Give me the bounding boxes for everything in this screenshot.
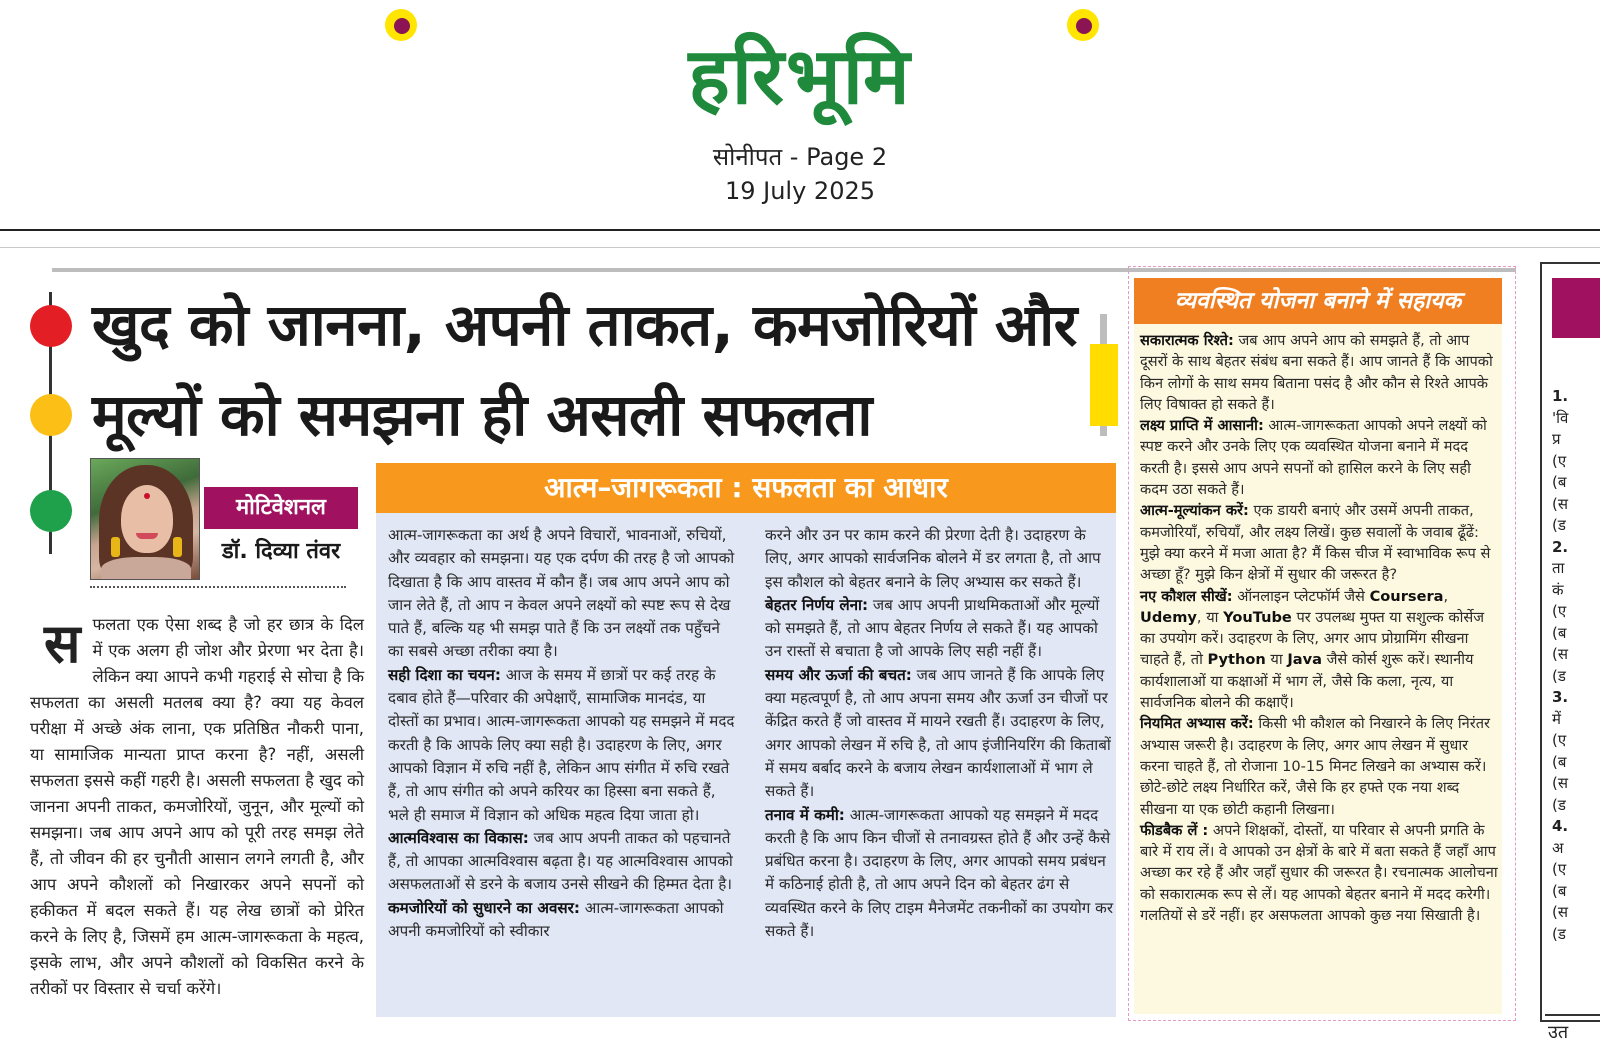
english-term: Java (1287, 651, 1322, 669)
author-dotted-rule (90, 586, 346, 588)
green-dot-icon (30, 490, 72, 532)
article-intro (30, 612, 364, 1002)
quiz-line: (स (1552, 645, 1568, 663)
headline-accent-bar (1090, 344, 1118, 426)
paragraph-text: जब आप जानते हैं कि आपके लिए क्या महत्वपूर्ण है, तो आप अपना समय और ऊर्जा उन चीजों पर केंद्रित करते हैं जो वास्तव में मायने रखती हैं। उदाहरण के लिए, अगर आपको लेखन में रुचि है, तो आप इंजीनियरिंग की किताबों में समय बर्बाद करने के बजाय लेखन कार्यशालाओं में भाग ले सकते हैं। (765, 665, 1111, 801)
red-dot-icon (30, 305, 72, 347)
quiz-line: (ड (1552, 516, 1566, 534)
paragraph (388, 827, 740, 897)
paragraph-heading: सकारात्मक रिश्ते: (1140, 332, 1234, 349)
paragraph (388, 524, 740, 664)
paragraph (1140, 500, 1498, 585)
quiz-line: (ब (1552, 473, 1567, 491)
quiz-footer: उत (1548, 1022, 1569, 1043)
paragraph-text: आज के समय में छात्रों पर कई तरह के दबाव होते हैं—परिवार की अपेक्षाएँ, सामाजिक मानदंड, या दोस्तों का प्रभाव। आत्म-जागरूकता आपको यह समझने में मदद करती है कि आपके लिए क्या सही है। उदाहरण के लिए, अगर आपको विज्ञान में रुचि नहीं है, लेकिन आप संगीत में रुचि रखते हैं, तो आप संगीत को अपने करियर का हिस्सा बना सकते हैं, भले ही समाज में विज्ञान को अधिक महत्व दिया जाता हो। (388, 665, 735, 824)
center-box-title: आत्म–जागरूकता : सफलता का आधार (544, 471, 948, 504)
quiz-line: (ड (1552, 924, 1566, 943)
quiz-line: 1. (1552, 387, 1569, 405)
paragraph-heading: समय और ऊर्जा की बचत: (765, 665, 912, 684)
paragraph-heading: बेहतर निर्णय लेना: (765, 595, 869, 614)
paragraph (388, 897, 740, 944)
quiz-box-header (1552, 278, 1600, 338)
quiz-line: (ड (1552, 795, 1566, 814)
paragraph (1140, 713, 1498, 819)
paragraph-text: अपने शिक्षकों, दोस्तों, या परिवार से अपनी प्रगति के बारे में राय लें। वे आपको उन क्षेत्रों के बारे में बता सकते हैं जहाँ आप अच्छा कर रहे हैं और जहाँ सुधार की जरूरत है। रचनात्मक आलोचना को सकारात्मक रूप से लें। यह आपको बेहतर बनाने में मदद करेगी। गलतियों से डरें नहीं। हर असफलता आपको कुछ नया सिखाती है। (1140, 821, 1498, 925)
quiz-line: 2. (1552, 537, 1569, 556)
quiz-line: (ड (1552, 666, 1566, 685)
quiz-line: (ब (1552, 623, 1567, 642)
english-term: Python (1207, 651, 1266, 669)
right-box-text (1140, 330, 1498, 926)
paragraph-text: जब आप अपनी ताकत को पहचानते हैं, तो आपका आत्मविश्वास बढ़ता है। यह आत्मविश्वास आपको असफलताओं से डरने के बजाय उनसे सीखने की हिम्मत देता है। (388, 828, 733, 894)
paragraph-text: आत्म-जागरूकता आपको यह समझने में मदद करती है कि आप किन चीजों से तनावग्रस्त होते हैं और उन्हें कैसे प्रबंधित करना है। उदाहरण के लिए, अगर आपको समय प्रबंधन में कठिनाई होती है, तो आप अपने दिन को बेहतर ढंग से व्यवस्थित करने के लिए टाइम मैनेजमेंट तकनीकों का उपयोग कर सकते हैं। (765, 805, 1114, 941)
quiz-line: (ब (1552, 881, 1567, 900)
photo-bindi (144, 493, 150, 499)
page-divider (0, 247, 1600, 248)
earring-icon (111, 537, 120, 557)
quiz-divider (1545, 1014, 1600, 1016)
paragraph-text: करने और उन पर काम करने की प्रेरणा देती है। उदाहरण के लिए, अगर आपको सार्वजनिक बोलने में डर लगता है, तो आप इस कौशल को बेहतर बनाने के लिए अभ्यास कर सकते हैं। (765, 526, 1101, 591)
quiz-line: ता (1552, 559, 1565, 577)
photo-body (101, 557, 191, 580)
quiz-line: 3. (1552, 688, 1569, 706)
paragraph-text: आत्म-जागरूकता आपको अपनी कमजोरियों को स्वीकार (388, 898, 724, 941)
quiz-line: (स (1552, 903, 1568, 921)
masthead-divider (0, 229, 1600, 231)
paragraph-text: एक डायरी बनाएं और उसमें अपनी ताकत, कमजोरियाँ, रुचियाँ, और लक्ष्य लिखें। कुछ सवालों के जवाब ढूँढें: मुझे क्या करने में मजा आता है? मैं किस चीज में स्वाभाविक रूप से अच्छा हूँ? मुझे किन क्षेत्रों में सुधार की जरूरत है? (1140, 502, 1491, 584)
center-column-1 (388, 524, 740, 943)
paragraph-heading: तनाव में कमी: (765, 805, 845, 824)
quiz-box-text (1552, 386, 1600, 945)
paragraph (765, 524, 1117, 594)
paragraph (1140, 415, 1498, 500)
paragraph (388, 664, 740, 827)
paragraph-text: जब आप अपने आप को समझते हैं, तो आप दूसरों के साथ बेहतर संबंध बना सकते हैं। आप जानते हैं कि आपको किन लोगों के साथ समय बिताना पसंद है और कौन से रिश्ते आपके लिए विषाक्त हो सकते हैं। (1140, 332, 1493, 413)
author-photo (90, 458, 200, 580)
paragraph-heading: सही दिशा का चयन: (388, 665, 501, 684)
paragraph (1140, 586, 1498, 714)
photo-lips (136, 533, 158, 539)
english-term: Udemy (1140, 608, 1197, 626)
paragraph (765, 594, 1117, 664)
right-box-title: व्यवस्थित योजना बनाने में सहायक (1174, 288, 1462, 314)
paragraph-heading: नए कौशल सीखें: (1140, 587, 1233, 605)
author-name: डॉ. दिव्या तंवर (221, 539, 341, 564)
yellow-dot-icon (30, 394, 72, 436)
article-headline: खुद को जानना, अपनी ताकत, कमजोरियों और मूल्यों को समझना ही असली सफलता (92, 291, 1077, 449)
paragraph-text: आत्म-जागरूकता आपको अपने लक्ष्यों को स्पष्ट करने और उनके लिए एक व्यवस्थित योजना बनाने में मदद करती है। इससे आप अपने सपनों को हासिल करने के लिए सही कदम उठा सकते हैं। (1140, 417, 1487, 499)
paragraph-text: जब आप अपनी प्राथमिकताओं और मूल्यों को समझते हैं, तो आप बेहतर निर्णय ले सकते हैं। यह आपको उन रास्तों से बचाता है जो आपके लिए सही नहीं हैं। (765, 595, 1100, 661)
paragraph-heading: नियमित अभ्यास करें: (1140, 715, 1254, 733)
newspaper-logo: हरिभूमि (688, 32, 912, 122)
english-term: Coursera (1369, 587, 1444, 605)
earring-icon (173, 537, 182, 557)
right-box-header (1134, 278, 1502, 324)
column-tag: मोटिवेशनल (204, 487, 358, 529)
drop-cap: स (44, 612, 81, 675)
english-term: YouTube (1223, 608, 1292, 626)
paragraph (765, 664, 1117, 804)
edition-label: सोनीपत - Page 2 (712, 143, 888, 171)
masthead (0, 0, 1600, 228)
quiz-line: (ए (1552, 860, 1567, 878)
quiz-line: अ (1552, 838, 1564, 857)
quiz-line: (ए (1552, 451, 1567, 470)
paragraph-text: किसी भी कौशल को निखारने के लिए निरंतर अभ्यास जरूरी है। उदाहरण के लिए, अगर आप लेखन में सुधार करना चाहते हैं, तो रोजाना 10-15 मिनट लिखने का अभ्यास करें। छोटे-छोटे लक्ष्य निर्धारित करें, जैसे कि हर हफ्ते एक नया शब्द सीखना या एक छोटी कहानी लिखना। (1140, 715, 1491, 818)
paragraph (765, 804, 1117, 944)
paragraph-text: आत्म-जागरूकता का अर्थ है अपने विचारों, भावनाओं, रुचियों, और व्यवहार को समझना। यह एक दर्पण की तरह है जो आपको दिखाता है कि आप वास्तव में कौन हैं। जब आप अपने आप को जान लेते हैं, तो आप न केवल अपने लक्ष्यों को स्पष्ट रूप से देख पाते हैं, बल्कि यह भी समझ पाते हैं कि उन लक्ष्यों तक पहुँचने का सबसे अच्छा तरीका क्या है। (388, 526, 735, 661)
bullet-eye-icon (385, 9, 417, 41)
edition-date: 19 July 2025 (724, 177, 876, 205)
paragraph (1140, 330, 1498, 415)
paragraph-heading: आत्म-मूल्यांकन करें: (1140, 502, 1249, 520)
quiz-line: 4. (1552, 817, 1569, 835)
paragraph-heading: फीडबैक लें : (1140, 821, 1209, 839)
paragraph-heading: कमजोरियों को सुधारने का अवसर: (388, 898, 580, 917)
quiz-line: कं (1552, 580, 1564, 599)
paragraph-heading: लक्ष्य प्राप्ति में आसानी: (1140, 417, 1264, 435)
quiz-line: 'वि (1552, 408, 1569, 427)
quiz-line: प्र (1552, 430, 1561, 448)
center-box-header (376, 463, 1116, 513)
quiz-line: (स (1552, 774, 1568, 792)
paragraph (1140, 820, 1498, 926)
quiz-line: (ए (1552, 731, 1567, 749)
intro-text: फलता एक ऐसा शब्द है जो हर छात्र के दिल में एक अलग ही जोश और प्रेरणा भर देता है। लेकिन क्या आपने कभी गहराई से सोचा है कि सफलता का असली मतलब क्या है? क्या यह केवल परीक्षा में अच्छे अंक लाना, एक प्रतिष्ठित नौकरी पाना, या सामाजिक मान्यता प्राप्त करना है? नहीं, असली सफलता इससे कहीं गहरी है। असली सफलता है खुद को जानना अपनी ताकत, कमजोरियों, जुनून, और मूल्यों को समझना। जब आप अपने आप को पूरी तरह समझ लेते हैं, तो जीवन की हर चुनौती आसान लगने लगती है, और आप अपने कौशलों को निखारकर अपने सपनों को हकीकत में बदल सकते हैं। यह लेख छात्रों को प्रेरित करने के लिए है, जिसमें हम आत्म-जागरूकता के महत्व, इसके लाभ, और अपने कौशलों को विकसित करने के तरीकों पर विस्तार से चर्चा करेंगे। (30, 615, 364, 998)
center-column-2 (765, 524, 1117, 943)
quiz-line: (ए (1552, 602, 1567, 620)
quiz-line: (स (1552, 494, 1568, 513)
paragraph-text: ऑनलाइन प्लेटफॉर्म जैसे Coursera, Udemy, या YouTube पर उपलब्ध मुफ्त या सशुल्क कोर्सेज का उपयोग करें। उदाहरण के लिए, अगर आप प्रोग्रामिंग सीखना चाहते हैं, तो Python या Java जैसे कोर्स शुरू करें। स्थानीय कार्यशालाओं या कक्षाओं में भाग लें, जैसे कि कला, नृत्य, या सार्वजनिक बोलने की कक्षाएँ। (1140, 587, 1485, 712)
quiz-line: में (1552, 709, 1561, 728)
quiz-line: (ब (1552, 752, 1567, 771)
paragraph-heading: आत्मविश्वास का विकास: (388, 828, 529, 847)
bullet-eye-icon (1067, 9, 1099, 41)
